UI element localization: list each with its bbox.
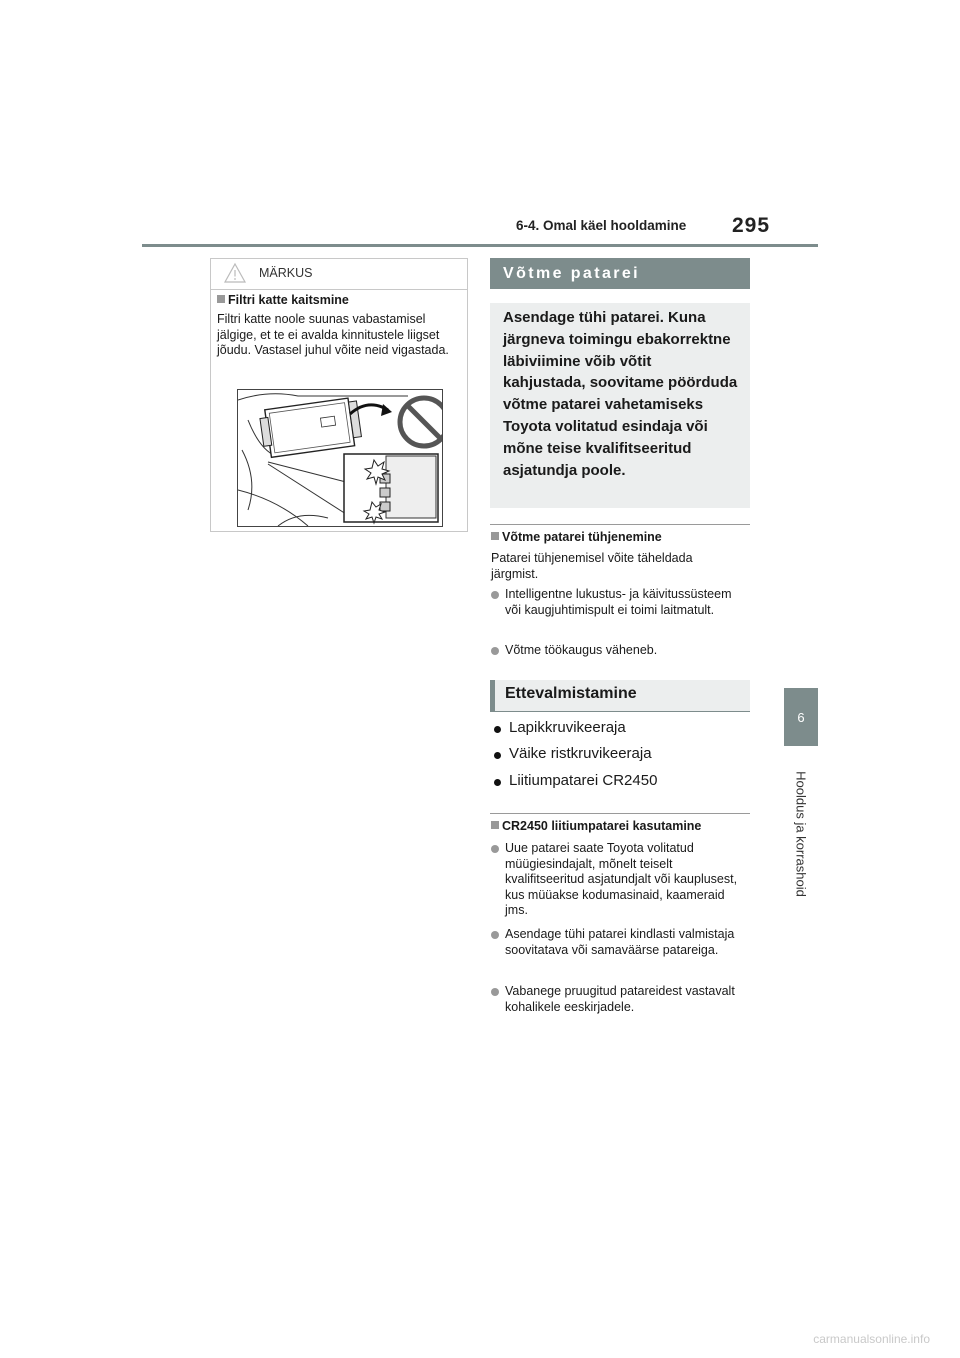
depletion-intro: Patarei tühjenemisel võite täheldada järgmist.	[491, 551, 693, 581]
divider	[490, 524, 750, 525]
bullet-dot-icon	[491, 647, 499, 655]
notice-subheading-text: Filtri katte kaitsmine	[228, 293, 349, 307]
warning-triangle-icon	[223, 261, 247, 285]
list-item: Võtme töökaugus väheneb.	[505, 643, 658, 657]
section-header-key-battery: Võtme patarei	[490, 258, 750, 289]
bullet-dot-icon	[491, 591, 499, 599]
list-item: Uue patarei saate Toyota volitatud müügiesindajalt, mõnelt teiselt kvalifitseeritud asjatundjalt või kauplusest, kus müüakse kodumasinaid, kaameraid jms.	[505, 841, 738, 917]
bullet-dot-icon	[491, 988, 499, 996]
header-divider	[142, 244, 818, 247]
page-number: 295	[732, 214, 771, 237]
bullet-dot-icon	[491, 931, 499, 939]
bullet-dot-icon	[491, 845, 499, 853]
list-item: Vabanege pruugitud patareidest vastavalt kohalikele eeskirjadele.	[505, 984, 735, 1014]
square-bullet-icon	[217, 295, 225, 303]
bullet-dot-icon	[494, 726, 501, 733]
bullet-dot-icon	[494, 752, 501, 759]
divider	[490, 813, 750, 814]
depletion-heading-text: Võtme patarei tühjenemine	[502, 530, 662, 544]
chapter-label-text: Hooldus ja korrashoid	[793, 771, 809, 897]
depletion-heading	[491, 530, 662, 544]
cr2450-heading-text: CR2450 liitiumpatarei kasutamine	[502, 819, 702, 833]
bullet-dot-icon	[494, 779, 501, 786]
chapter-label	[782, 757, 820, 911]
watermark: carmanualsonline.info	[813, 1332, 930, 1346]
tool-item: Liitiumpatarei CR2450	[509, 772, 658, 789]
info-box: Asendage tühi patarei. Kuna järgneva toimingu ebakorrektne läbiviimine võib võtit kahjustada, soovitame pöörduda võtme patarei vahetamiseks Toyota volitatud esindaja või mõne teise kvalifitseeritud asjatundja poole.	[490, 303, 750, 508]
notice-label: MÄRKUS	[259, 266, 313, 280]
tool-item: Lapikkruvikeeraja	[509, 719, 626, 736]
filter-cover-illustration	[237, 389, 443, 527]
notice-subheading	[217, 293, 349, 307]
section-header-preparation: Ettevalmistamine	[490, 680, 750, 712]
square-bullet-icon	[491, 821, 499, 829]
list-item: Intelligentne lukustus- ja käivitussüsteem või kaugjuhtimispult ei toimi laitmatult.	[505, 587, 732, 617]
list-item: Asendage tühi patarei kindlasti valmistaja soovitatava või samaväärse patareiga.	[505, 927, 735, 957]
square-bullet-icon	[491, 532, 499, 540]
section-title: 6-4. Omal käel hooldamine	[516, 218, 687, 233]
notice-header	[211, 259, 467, 290]
tool-item: Väike ristkruvikeeraja	[509, 745, 652, 762]
notice-text: Filtri katte noole suunas vabastamisel jälgige, et te ei avalda kinnitustele liigset jõudu. Vastasel juhul võite neid vigastada.	[217, 312, 449, 357]
chapter-tab: 6	[784, 688, 818, 746]
cr2450-heading	[491, 819, 701, 833]
notice-box	[210, 258, 468, 532]
